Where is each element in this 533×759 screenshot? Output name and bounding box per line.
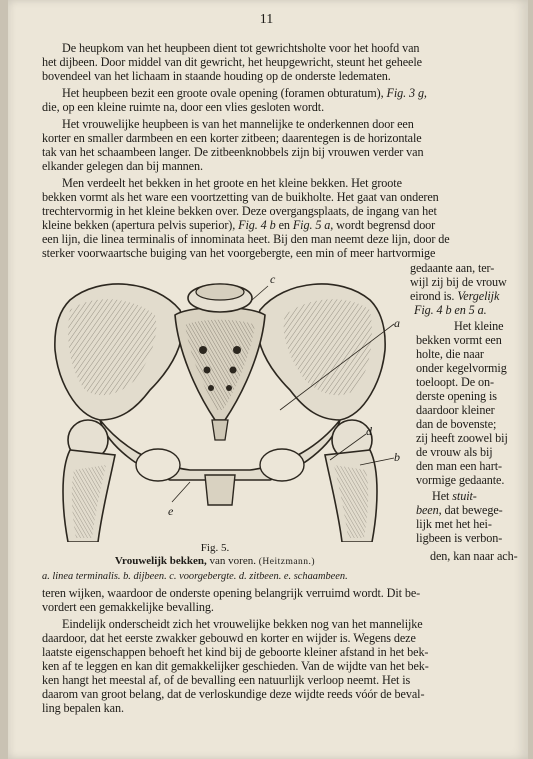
side-line: bekken vormt een bbox=[416, 333, 502, 347]
side-line: wijl zij bij de vrouw bbox=[410, 275, 507, 289]
side-line: ligbeen is verbon- bbox=[416, 531, 503, 545]
side-line: Het stuit- bbox=[432, 489, 477, 503]
side-line: gedaante aan, ter- bbox=[410, 261, 495, 275]
text-line: bovendeel van het lichaam in staande houding op de onderste ledematen. bbox=[42, 69, 391, 83]
side-line: lijk met het hei- bbox=[416, 517, 492, 531]
text-line: Men verdeelt het bekken in het groote en het kleine bekken. Het groote bbox=[62, 176, 402, 190]
text-line: ken hangt het meestal af, of de bevalling een natuurlijk verloop neemt. Het is bbox=[42, 673, 411, 687]
side-line: zij heeft zoowel bij bbox=[416, 431, 508, 445]
side-line: onder kegelvormig bbox=[416, 361, 507, 375]
text-line: die, op een kleine ruimte na, door een vlies gesloten wordt. bbox=[42, 100, 325, 114]
text-line: kleine bekken (apertura pelvis superior), Fig. 4 b en Fig. 5 a, wordt begrensd door bbox=[42, 218, 436, 232]
side-line: Fig. 4 b en 5 a. bbox=[414, 303, 487, 317]
text-line: Het vrouwelijke heupbeen is van het mannelijke te onderkennen door een bbox=[62, 117, 414, 131]
text-line: daardoor, dat het eerste zwakker gebouwd en korter en wijder is. Wegens deze bbox=[42, 631, 416, 645]
label-a: a bbox=[394, 316, 400, 330]
text-line: tak van het schaambeen langer. De zitbeenknobbels zijn bij vrouwen verder van bbox=[42, 145, 424, 159]
side-line: Het kleine bbox=[454, 319, 504, 333]
text-line: elkander gelegen dan bij mannen. bbox=[42, 159, 203, 173]
side-line: de vrouw als bij bbox=[416, 445, 493, 459]
figure-legend: a. linea terminalis. b. dijbeen. c. voorgebergte. d. zitbeen. e. schaambeen. bbox=[42, 571, 348, 582]
pelvis-illustration bbox=[40, 270, 400, 542]
text-line: Het heupbeen bezit een groote ovale opening (foramen obturatum), Fig. 3 g, bbox=[62, 86, 427, 100]
text-line: vordert een gemakkelijke bevalling. bbox=[42, 600, 214, 614]
side-line: eirond is. Vergelijk bbox=[410, 289, 500, 303]
figure-caption: Vrouwelijk bekken, van voren. (Heitzmann.) bbox=[114, 555, 316, 567]
text-line: trechtervormig in het kleine bekken over. Deze overgangsplaats, de ingang van het bbox=[42, 204, 437, 218]
figure-reference: Fig. 3 g, bbox=[386, 86, 427, 100]
side-line: den man een hart- bbox=[416, 459, 502, 473]
text-line: De heupkom van het heupbeen dient tot gewrichtsholte voor het hoofd van bbox=[62, 41, 420, 55]
side-line: den, kan naar ach- bbox=[430, 549, 518, 563]
side-line: been, dat bewege- bbox=[416, 503, 503, 517]
text-line: het dijbeen. Door middel van dit gewricht, het heupgewricht, steunt het geheele bbox=[42, 55, 422, 69]
text-line: teren wijken, waardoor de onderste opening belangrijk verruimd wordt. Dit be- bbox=[42, 586, 421, 600]
label-b: b bbox=[394, 450, 400, 464]
side-line: derste opening is bbox=[416, 389, 497, 403]
text-line: laatste eigenschappen behoeft het kind bij de geboorte kleiner afstand in het bek- bbox=[42, 645, 429, 659]
text-line: korter en smaller darmbeen en een korter zitbeen; daarentegen is de horizontale bbox=[42, 131, 422, 145]
text-line: Eindelijk onderscheidt zich het vrouwelijke bekken nog van het mannelijke bbox=[62, 617, 423, 631]
text-line: sterker voorwaartsche buiging van het voorgebergte, een min of meer hartvormige bbox=[42, 246, 436, 260]
text-line: daarom van groot belang, dat de verloskundige deze wijdte reeds vóór de beval- bbox=[42, 687, 425, 701]
side-line: dan de bovenste; bbox=[416, 417, 497, 431]
side-line: daardoor kleiner bbox=[416, 403, 495, 417]
side-line: holte, die naar bbox=[416, 347, 484, 361]
text-line: ken af te leggen en kan dit gemakkelijker geschieden. Van de wijdte van het bek- bbox=[42, 659, 429, 673]
label-c: c bbox=[270, 272, 276, 286]
text-line: bekken vormt als het ware een voortzetting van de buikholte. Het gaat van onderen bbox=[42, 190, 439, 204]
text-line: ling bepalen kan. bbox=[42, 701, 124, 715]
figure-number: Fig. 5. bbox=[200, 542, 230, 554]
label-d: d bbox=[366, 424, 372, 438]
side-line: vormige gedaante. bbox=[416, 473, 505, 487]
page-number: 11 bbox=[259, 12, 274, 27]
text-line: een lijn, die linea terminalis of innominata heet. Bij den man neemt deze lijn, door de bbox=[42, 232, 450, 246]
label-e: e bbox=[168, 504, 174, 518]
side-line: toeloopt. De on- bbox=[416, 375, 494, 389]
